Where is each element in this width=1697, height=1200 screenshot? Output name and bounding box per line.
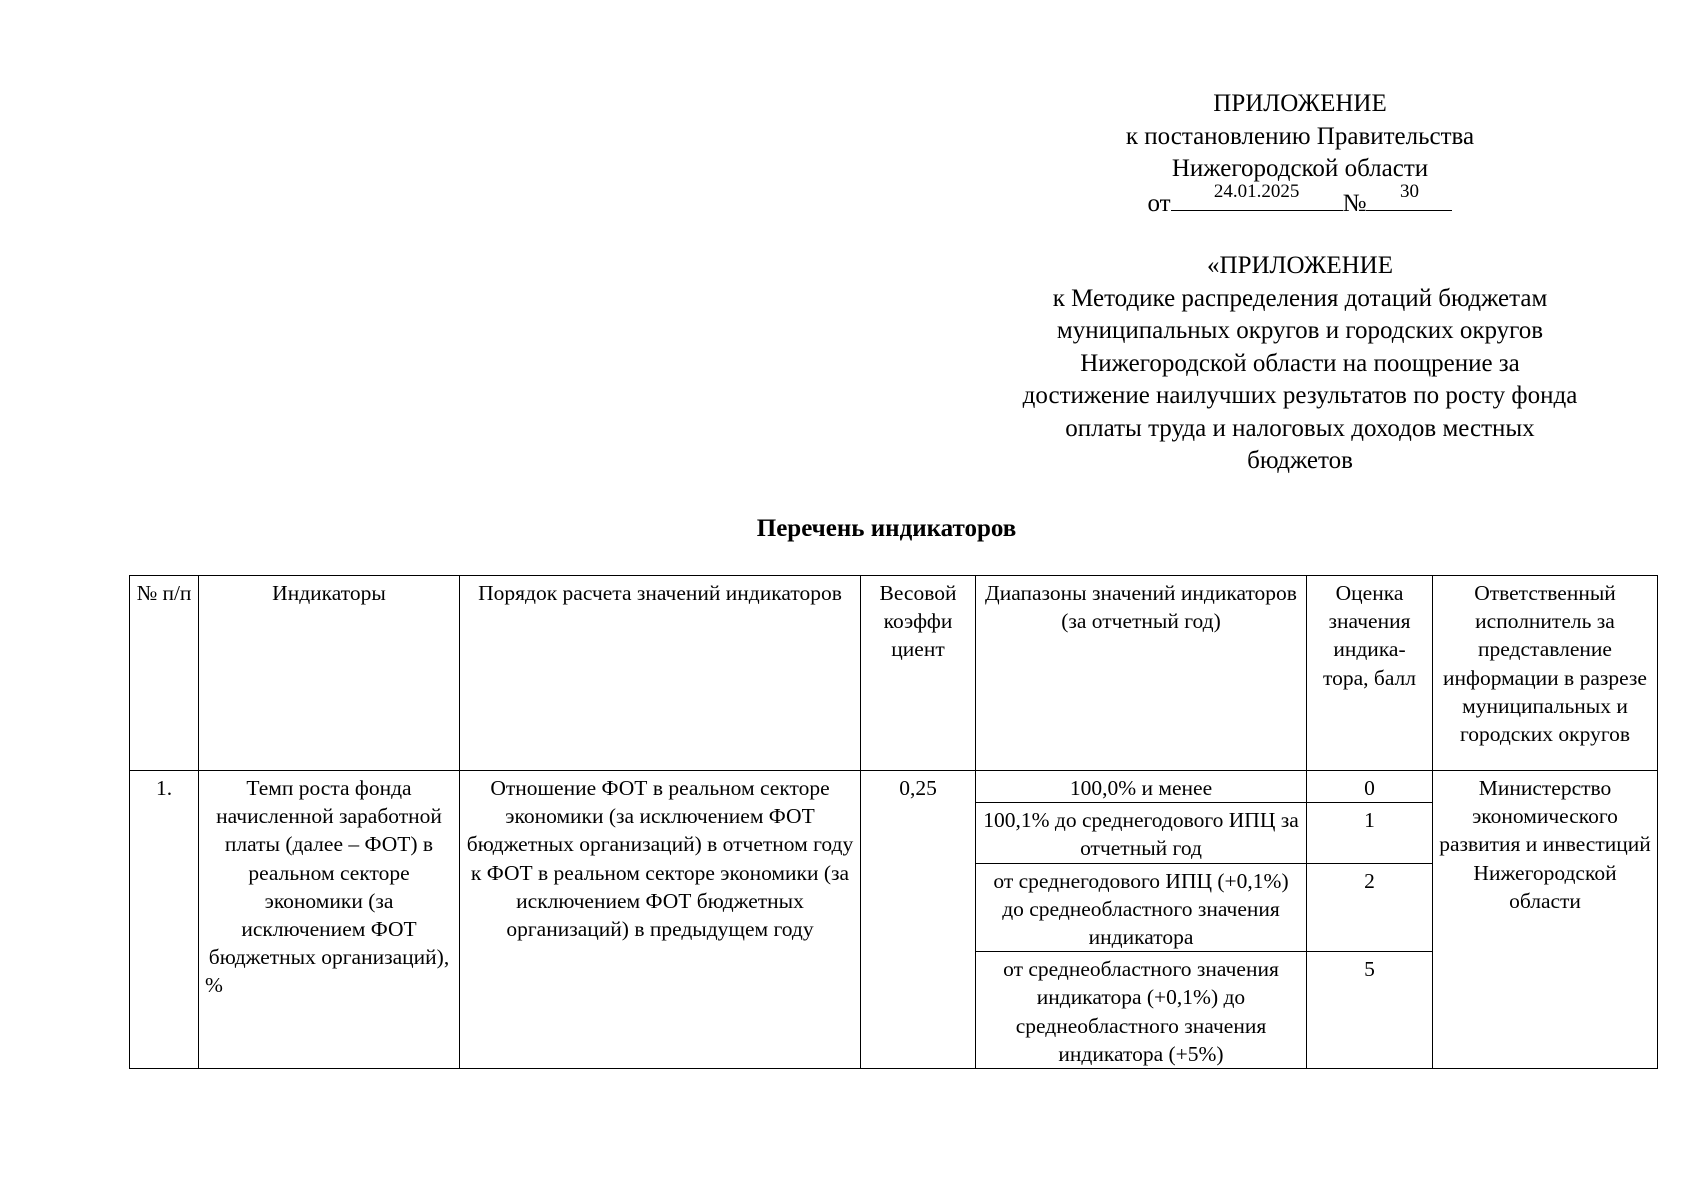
number-prefix: № (1342, 189, 1367, 217)
date-blank (1171, 180, 1343, 211)
header-ranges: Диапазоны значений индикаторов (за отчетный год) (976, 576, 1307, 771)
cell-score: 1 (1307, 803, 1433, 863)
date-prefix: от (1147, 189, 1171, 217)
cell-calculation: Отношение ФОТ в реальном секторе экономики (за исключением ФОТ бюджетных организаций) в отчетном году к ФОТ в реальном секторе экономики (за исключением ФОТ бюджетных организаций) в предыдущем году (460, 771, 861, 1069)
header-indicators: Индикаторы (199, 576, 460, 771)
table-header-row (130, 576, 1658, 771)
cell-responsible: Министерство экономического развития и инвестиций Нижегородской области (1433, 771, 1658, 1069)
date-value: 24.01.2025 (1213, 180, 1300, 202)
approval-block (1040, 88, 1560, 220)
header-number: № п/п (130, 576, 199, 771)
cell-number: 1. (130, 771, 199, 1069)
approval-date-line (1040, 180, 1560, 221)
cell-range: от среднеобластного значения индикатора (+0,1%) до среднеобластного значения индикатора (+5%) (976, 952, 1307, 1069)
approval-heading: ПРИЛОЖЕНИЕ (1213, 90, 1387, 117)
header-score: Оценка значения индика-тора, балл (1307, 576, 1433, 771)
header-calculation: Порядок расчета значений индикаторов (460, 576, 861, 771)
methodology-line: оплаты труда и налоговых доходов местных (1065, 414, 1535, 442)
methodology-line: бюджетов (1247, 447, 1353, 474)
methodology-line: Нижегородской области на поощрение за (1080, 349, 1520, 377)
cell-weight: 0,25 (861, 771, 976, 1069)
header-responsible: Ответственный исполнитель за представление информации в разрезе муниципальных и городских округов (1433, 576, 1658, 771)
methodology-line: муниципальных округов и городских округов (1056, 317, 1544, 344)
cell-indicator: Темп роста фонда начисленной заработной платы (далее – ФОТ) в реальном секторе экономики (за исключением ФОТ бюджетных организаций), % (199, 771, 460, 1069)
methodology-line: к Методике распределения дотаций бюджетам (1052, 284, 1548, 312)
methodology-line: достижение наилучших результатов по росту фонда (1022, 382, 1578, 409)
cell-score: 5 (1307, 952, 1433, 1069)
indicators-table (129, 575, 1658, 1069)
cell-range: от среднегодового ИПЦ (+0,1%) до среднеобластного значения индикатора (976, 863, 1307, 952)
number-value: 30 (1399, 180, 1419, 202)
cell-range: 100,0% и менее (976, 771, 1307, 803)
methodology-block (960, 250, 1640, 478)
approval-line-1: к постановлению Правительства (1125, 122, 1475, 150)
document-title: Перечень индикаторов (756, 515, 1017, 542)
header-weight: Весовой коэффи циент (861, 576, 976, 771)
table-row (130, 771, 1658, 803)
number-blank (1366, 180, 1452, 211)
approval-line-2: Нижегородской области (1171, 155, 1429, 182)
cell-score: 0 (1307, 771, 1433, 803)
cell-range: 100,1% до среднегодового ИПЦ за отчетный год (976, 803, 1307, 863)
cell-score: 2 (1307, 863, 1433, 952)
methodology-line: «ПРИЛОЖЕНИЕ (1207, 252, 1393, 279)
